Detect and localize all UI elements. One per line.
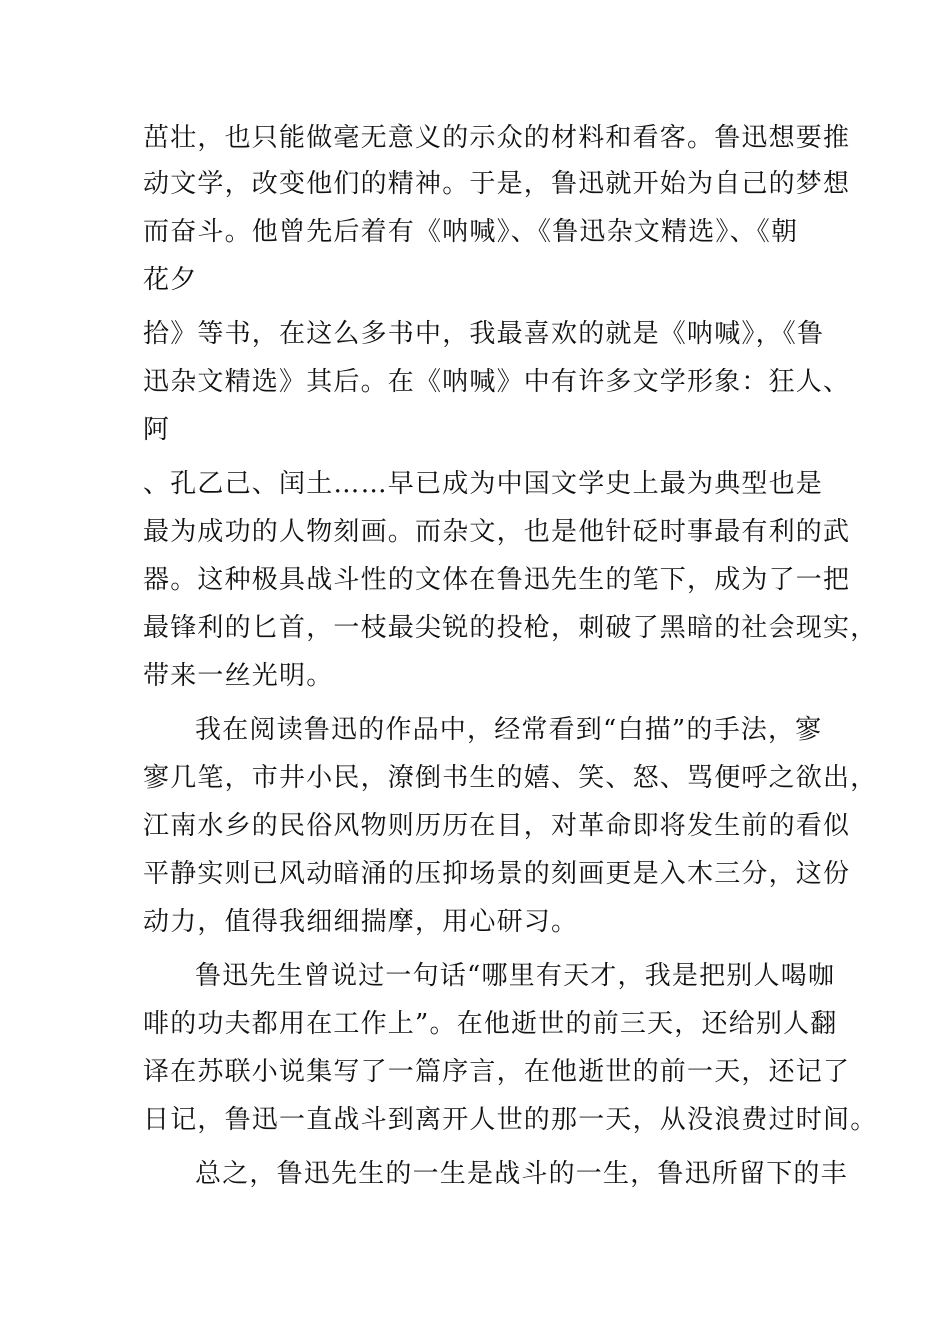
text-line: 拾》等书，在这么多书中，我最喜欢的就是《呐喊》，《鲁 bbox=[143, 319, 825, 349]
text-line: 动力，值得我细细揣摩，用心研习。 bbox=[143, 907, 579, 937]
text-line: 花夕 bbox=[143, 265, 198, 295]
text-line: 江南水乡的民俗风物则历历在目，对革命即将发生前的看似 bbox=[143, 811, 851, 841]
text-line: 阿 bbox=[143, 415, 171, 445]
text-line: 寥几笔，市井小民，潦倒书生的嬉、笑、怒、骂便呼之欲出， bbox=[143, 763, 878, 793]
text-line: 动文学，改变他们的精神。于是，鲁迅就开始为自己的梦想 bbox=[143, 169, 851, 199]
text-line: 日记，鲁迅一直战斗到离开人世的那一天，从没浪费过时间。 bbox=[143, 1105, 878, 1135]
text-line: 带来一丝光明。 bbox=[143, 661, 334, 691]
text-line: 茁壮，也只能做毫无意义的示众的材料和看客。鲁迅想要推 bbox=[143, 123, 851, 153]
paragraph-start-line: 我在阅读鲁迅的作品中，经常看到“白描”的手法，寥 bbox=[195, 715, 823, 745]
text-line: 、孔乙己、闰土……早已成为中国文学史上最为典型也是 bbox=[143, 469, 824, 499]
text-line: 而奋斗。他曾先后着有《呐喊》、《鲁迅杂文精选》、《朝 bbox=[143, 217, 799, 247]
text-line: 最锋利的匕首，一枝最尖锐的投枪，刺破了黑暗的社会现实， bbox=[143, 613, 878, 643]
text-line: 器。这种极具战斗性的文体在鲁迅先生的笔下，成为了一把 bbox=[143, 565, 851, 595]
text-line: 译在苏联小说集写了一篇序言，在他逝世的前一天，还记了 bbox=[143, 1057, 851, 1087]
text-line: 平静实则已风动暗涌的压抑场景的刻画更是入木三分，这份 bbox=[143, 859, 851, 889]
text-line: 啡的功夫都用在工作上”。在他逝世的前三天，还给别人翻 bbox=[143, 1009, 838, 1039]
paragraph-start-line: 总之，鲁迅先生的一生是战斗的一生，鲁迅所留下的丰 bbox=[195, 1159, 848, 1189]
text-line: 最为成功的人物刻画。而杂文，也是他针砭时事最有利的武 bbox=[143, 517, 851, 547]
text-line: 迅杂文精选》其后。在《呐喊》中有许多文学形象：狂人、 bbox=[143, 367, 851, 397]
paragraph-start-line: 鲁迅先生曾说过一句话“哪里有天才，我是把别人喝咖 bbox=[195, 961, 836, 991]
